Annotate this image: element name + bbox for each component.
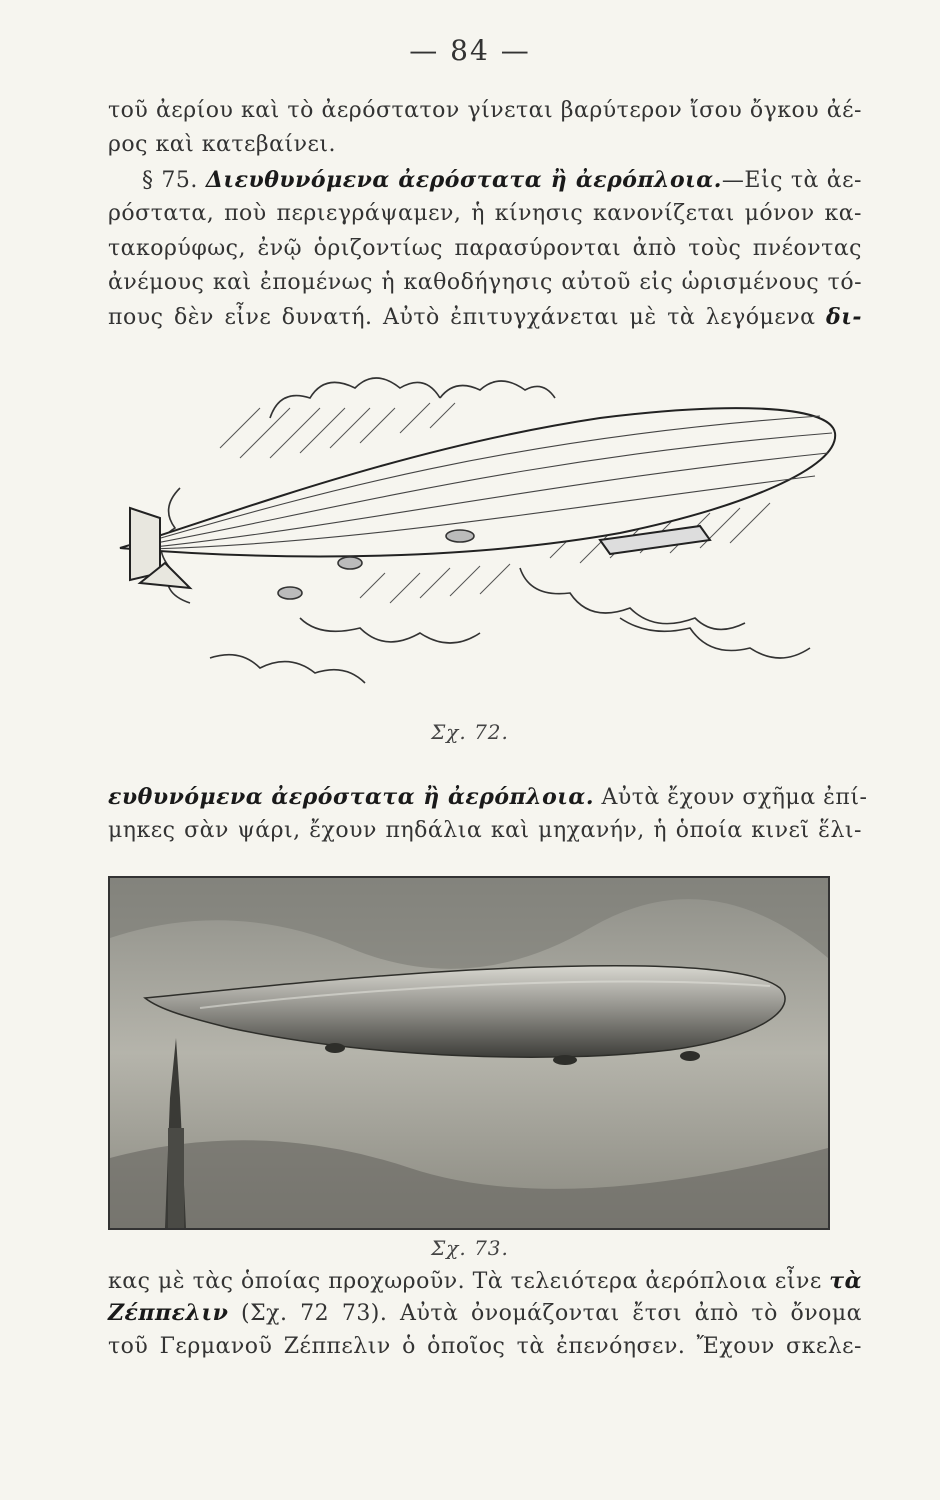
bold-term: τὰ	[829, 1268, 862, 1294]
text-line: μηκες σὰν ψάρι, ἔχουν πηδάλια καὶ μηχανήν, ἡ ὁποία κινεῖ ἕλι-	[108, 818, 862, 843]
text-line	[108, 300, 862, 335]
text-line	[108, 163, 862, 198]
text-run: (Σχ. 72 73). Αὐτὰ ὀνομάζονται ἔτσι ἀπὸ τὸ ὄνομα	[241, 1301, 862, 1326]
airship-hull	[120, 408, 835, 556]
bold-term: ευθυνόμενα ἀερόστατα ἢ ἀερόπλοια.	[108, 784, 594, 810]
engine-car	[338, 557, 362, 569]
photo-scene	[110, 878, 828, 1228]
text-line: ρόστατα, ποὺ περιεγράψαμεν, ἡ κίνησις κανονίζεται μόνον κα-	[108, 201, 862, 226]
airship-tail-fin	[130, 508, 160, 580]
engine-car	[680, 1051, 700, 1061]
text-run: —Εἰς τὰ ἀε-	[721, 168, 862, 193]
text-line	[108, 1264, 862, 1299]
text-line: ἀνέμους καὶ ἐπομένως ἡ καθοδήγησις αὐτοῦ εἰς ὡρισμένους τό-	[108, 270, 862, 295]
bold-term: Ζέππελιν	[108, 1300, 229, 1326]
bold-term: δι-	[826, 304, 862, 330]
text-line: ρος καὶ κατεβαίνει.	[108, 132, 336, 157]
engine-car	[446, 530, 474, 542]
figure-73-caption: Σχ. 73.	[431, 1236, 509, 1260]
engine-car	[325, 1043, 345, 1053]
text-line	[108, 780, 868, 815]
figure-72-caption: Σχ. 72.	[431, 720, 509, 744]
cloud-outline	[210, 655, 365, 683]
text-line	[108, 1296, 862, 1331]
cloud-outline	[620, 618, 810, 658]
cloud-outline	[520, 568, 745, 629]
cloud-outline	[440, 381, 555, 398]
page-number: — 84 —	[409, 34, 531, 67]
text-run: Αὐτὰ ἔχουν σχῆμα ἐπί-	[601, 785, 868, 810]
text-line: τοῦ Γερμανοῦ Ζέππελιν ὁ ὁποῖος τὰ ἐπενόησεν. Ἔχουν σκελε-	[108, 1334, 862, 1359]
text-run: πους δὲν εἶνε δυνατή. Αὐτὸ ἐπιτυγχάνεται μὲ τὰ λεγόμενα	[108, 305, 816, 330]
text-line: τοῦ ἀερίου καὶ τὸ ἀερόστατον γίνεται βαρύτερον ἴσου ὄγκου ἀέ-	[108, 98, 862, 123]
text-line: τακορύφως, ἐνῷ ὁριζοντίως παρασύρονται ἀπὸ τοὺς πνέοντας	[108, 236, 862, 261]
figure-73-photograph	[108, 876, 830, 1230]
figure-72-zeppelin-drawing	[100, 358, 860, 718]
text-run: κας μὲ τὰς ὁποίας προχωροῦν. Τὰ τελειότερα ἀερόπλοια εἶνε	[108, 1269, 822, 1294]
cloud-outline	[270, 378, 440, 418]
cloud-outline	[300, 618, 480, 643]
section-heading: Διευθυνόμενα ἀερόστατα ἢ ἀερόπλοια.	[205, 167, 722, 193]
engine-car	[553, 1055, 577, 1065]
engine-car	[278, 587, 302, 599]
section-number: § 75.	[142, 168, 198, 193]
